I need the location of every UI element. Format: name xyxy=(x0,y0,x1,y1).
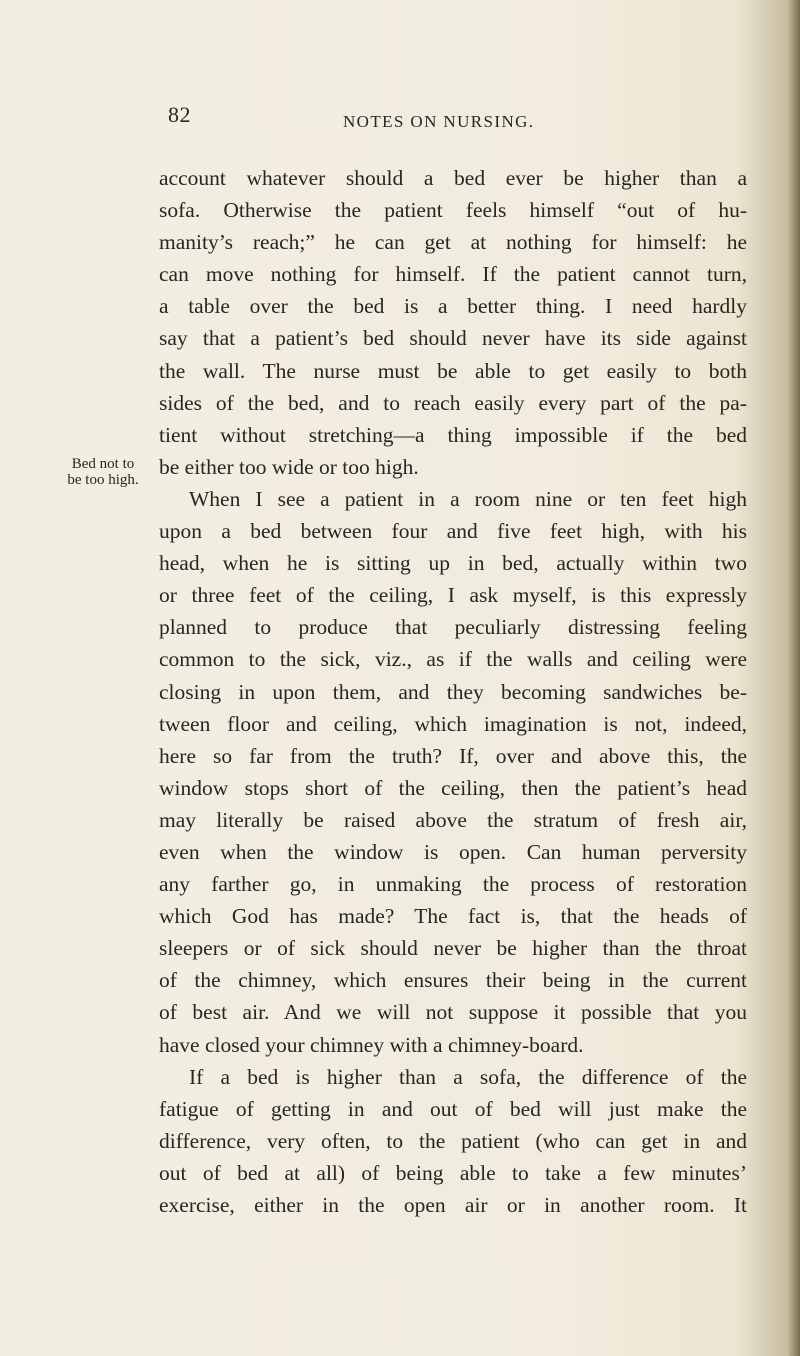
text-line: of best air. And we will not suppose it possible that you xyxy=(159,1000,747,1025)
text-line: of the chimney, which ensures their being in the current xyxy=(159,968,747,993)
text-line: When I see a patient in a room nine or ten feet high xyxy=(189,486,747,511)
text-line: can move nothing for himself. If the patient cannot turn, xyxy=(159,262,747,287)
running-head: NOTES ON NURSING. xyxy=(343,112,535,131)
text-line: sofa. Otherwise the patient feels himself “out of hu- xyxy=(159,198,747,223)
text-line: have closed your chimney with a chimney-board. xyxy=(159,1032,584,1057)
text-line: say that a patient’s bed should never have its side against xyxy=(159,326,747,351)
margin-note-line: Bed not to xyxy=(71,456,135,472)
text-line: account whatever should a bed ever be higher than a xyxy=(159,166,747,190)
text-line: the wall. The nurse must be able to get easily to both xyxy=(159,358,747,383)
margin-note xyxy=(47,456,159,488)
text-line: or three feet of the ceiling, I ask myself, is this expressly xyxy=(159,583,747,608)
text-line: window stops short of the ceiling, then the patient’s head xyxy=(159,775,747,800)
text-line: manity’s reach;” he can get at nothing for himself: he xyxy=(159,230,747,255)
text-line: any farther go, in unmaking the process of restoration xyxy=(159,872,747,897)
body-text xyxy=(159,162,747,1221)
text-line: difference, very often, to the patient (who can get in and xyxy=(159,1128,747,1153)
text-line: be either too wide or too high. xyxy=(159,454,419,479)
text-line: may literally be raised above the stratum of fresh air, xyxy=(159,807,747,832)
text-line: a table over the bed is a better thing. I need hardly xyxy=(159,294,747,319)
text-line: exercise, either in the open air or in another room. It xyxy=(159,1193,747,1217)
text-line: tient without stretching—a thing impossible if the bed xyxy=(159,422,747,447)
text-line: head, when he is sitting up in bed, actually within two xyxy=(159,551,747,576)
text-line: out of bed at all) of being able to take a few minutes’ xyxy=(159,1160,747,1185)
page-number: 82 xyxy=(168,102,191,127)
text-line: closing in upon them, and they becoming sandwiches be- xyxy=(159,679,747,704)
page-edge-shadow xyxy=(786,0,800,1356)
text-line: If a bed is higher than a sofa, the difference of the xyxy=(189,1064,747,1089)
text-line: common to the sick, viz., as if the walls and ceiling were xyxy=(159,647,747,672)
text-line: here so far from the truth? If, over and above this, the xyxy=(159,743,747,768)
page-header xyxy=(168,102,748,136)
text-line: sleepers or of sick should never be higher than the throat xyxy=(159,936,747,961)
text-line: which God has made? The fact is, that the heads of xyxy=(159,904,747,929)
text-line: sides of the bed, and to reach easily every part of the pa- xyxy=(159,390,747,415)
text-line: even when the window is open. Can human perversity xyxy=(159,839,747,864)
text-line: tween floor and ceiling, which imagination is not, indeed, xyxy=(159,711,747,736)
text-line: fatigue of getting in and out of bed will just make the xyxy=(159,1096,747,1121)
margin-note-line: be too high. xyxy=(67,472,139,488)
text-line: planned to produce that peculiarly distressing feeling xyxy=(159,615,747,640)
text-line: upon a bed between four and five feet high, with his xyxy=(159,519,747,544)
